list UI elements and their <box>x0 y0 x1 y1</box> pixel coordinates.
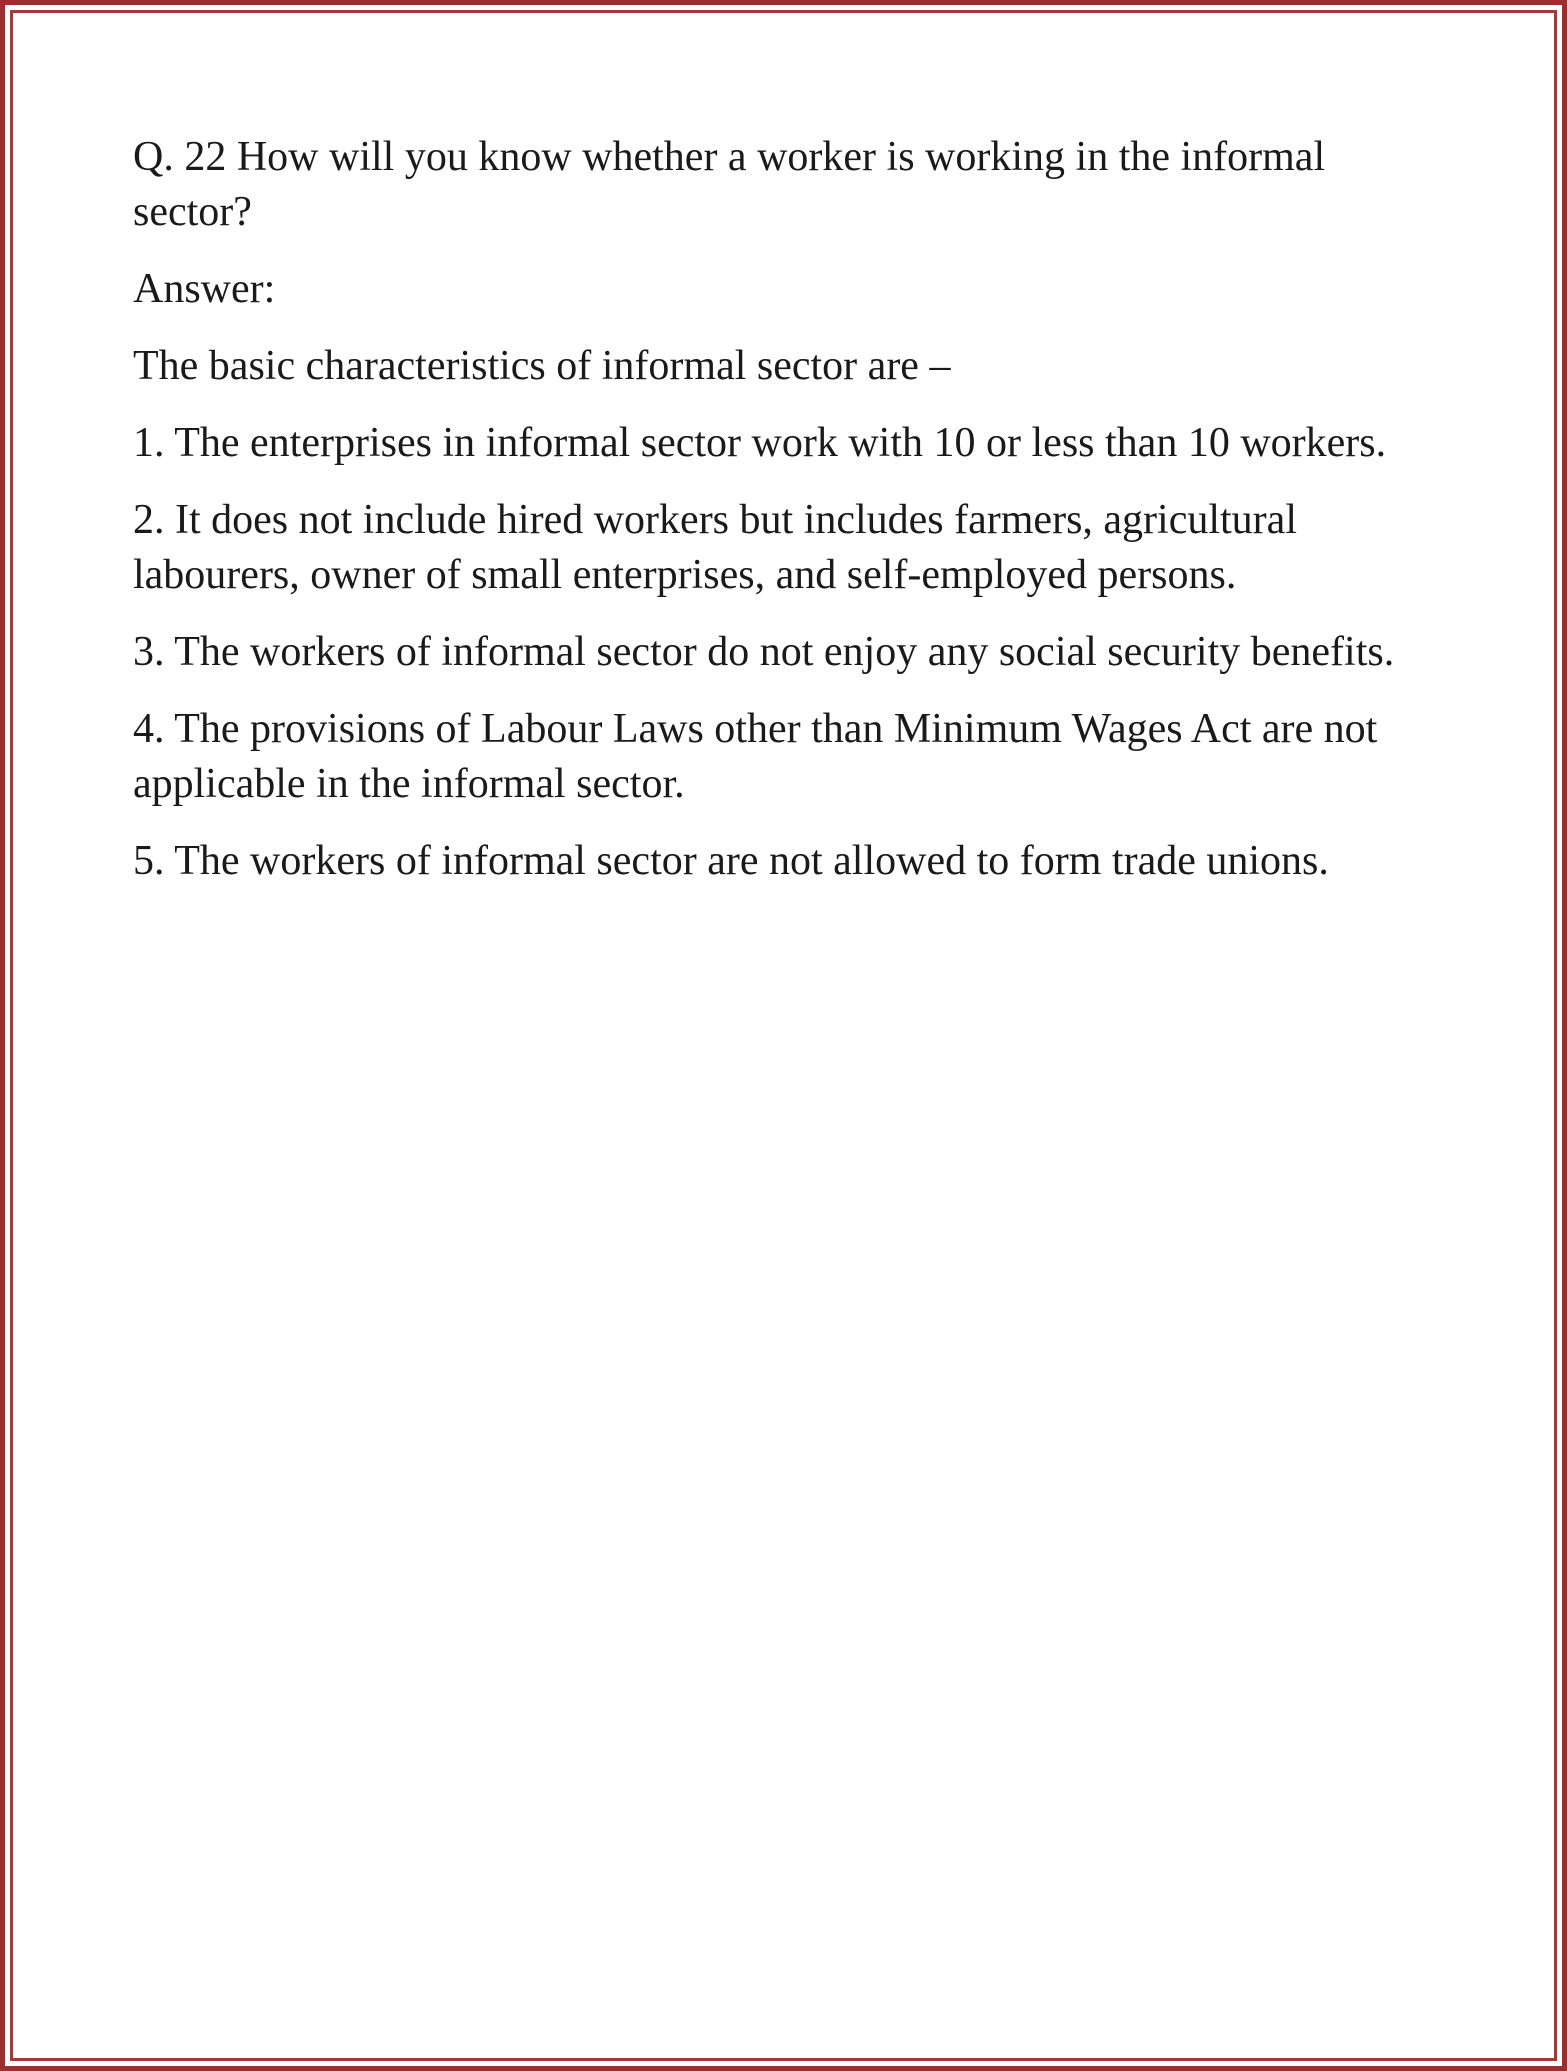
point-2: 2. It does not include hired workers but includes farmers, agricultural labourers, owner of small enterprises, and self-employed persons. <box>133 497 1297 598</box>
question-text: Q. 22 How will you know whether a worker is working in the informal sector? <box>133 134 1326 235</box>
answer-label: Answer: <box>133 266 276 312</box>
document-content <box>133 130 1433 911</box>
point-4: 4. The provisions of Labour Laws other than Minimum Wages Act are not applicable in the informal sector. <box>133 706 1378 807</box>
point-3: 3. The workers of informal sector do not enjoy any social security benefits. <box>133 629 1395 675</box>
point-1: 1. The enterprises in informal sector work with 10 or less than 10 workers. <box>133 420 1387 466</box>
point-5: 5. The workers of informal sector are not allowed to form trade unions. <box>133 838 1329 884</box>
intro-text: The basic characteristics of informal sector are – <box>133 343 951 389</box>
